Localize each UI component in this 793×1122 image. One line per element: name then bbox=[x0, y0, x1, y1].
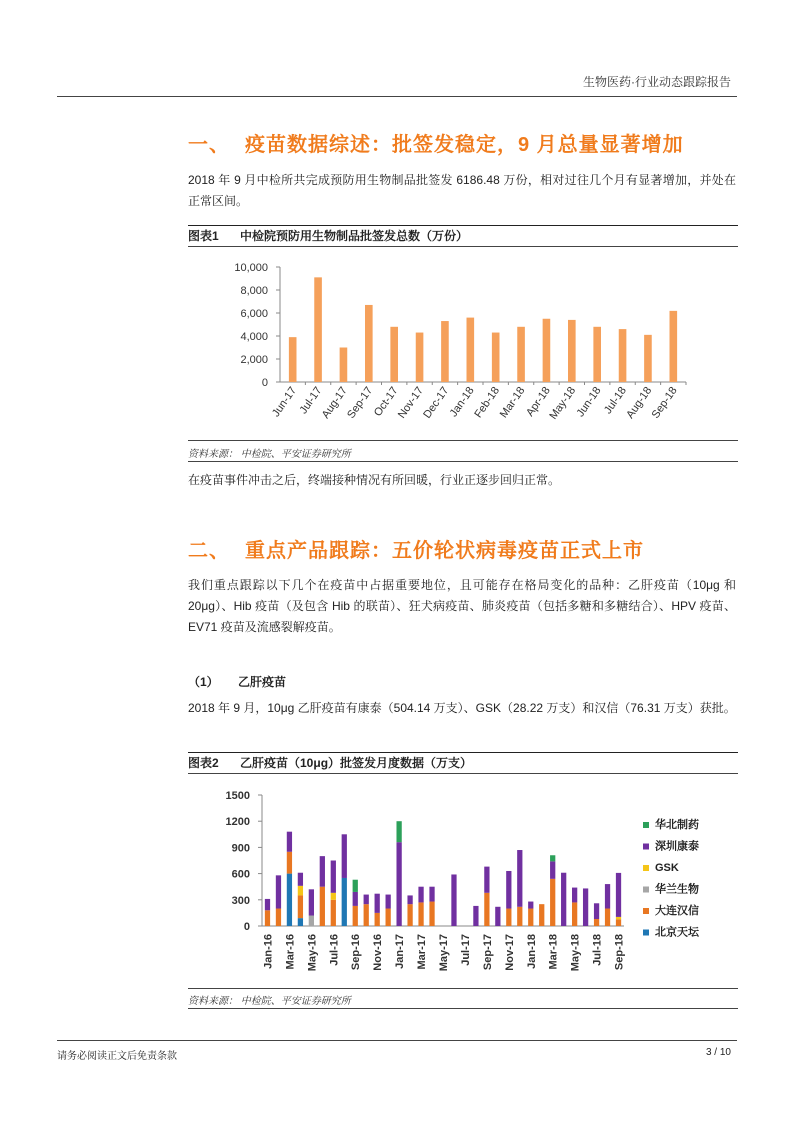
figure2-source: 资料来源： 中检院、平安证券研究所 bbox=[188, 996, 351, 1007]
bar-segment-apr-16 bbox=[298, 918, 303, 926]
bar-segment-feb-18 bbox=[539, 904, 544, 926]
bar-mar-18 bbox=[517, 327, 525, 382]
bar-segment-jun-18 bbox=[583, 888, 588, 926]
y-tick-label: 900 bbox=[231, 842, 250, 855]
legend-label: 华兰生物 bbox=[655, 883, 699, 896]
figure1-source-divider bbox=[188, 440, 738, 441]
y-tick-label: 8,000 bbox=[240, 285, 268, 297]
legend-label: 北京天坛 bbox=[655, 926, 699, 939]
bar-segment-feb-17 bbox=[407, 904, 412, 926]
bar-segment-oct-17 bbox=[495, 907, 500, 926]
x-tick-label: Sep-17 bbox=[481, 934, 494, 971]
bar-nov-17 bbox=[416, 333, 424, 382]
bar-segment-mar-18 bbox=[550, 855, 555, 861]
bar-segment-nov-16 bbox=[375, 913, 380, 926]
x-tick-label: Jul-17 bbox=[297, 384, 325, 417]
bar-aug-17 bbox=[340, 348, 348, 383]
section2-number: 二、 bbox=[188, 540, 230, 562]
legend-label: 华北制药 bbox=[655, 819, 699, 831]
footer-divider bbox=[57, 1040, 737, 1041]
legend-label: 大连汉信 bbox=[655, 905, 699, 917]
footer-disclaimer: 请务必阅读正文后免责条款 bbox=[57, 1051, 177, 1062]
x-tick-label: Jul-16 bbox=[328, 934, 341, 966]
x-tick-label: Jun-17 bbox=[270, 384, 300, 420]
bar-segment-may-18 bbox=[572, 902, 577, 926]
section1-number: 一、 bbox=[188, 134, 230, 156]
bar-feb-18 bbox=[492, 333, 500, 382]
bar-segment-jul-16 bbox=[331, 893, 336, 900]
section1-title: 疫苗数据综述：批签发稳定，9 月总量显著增加 bbox=[245, 134, 684, 156]
bar-segment-jun-16 bbox=[320, 887, 325, 926]
bar-jul-18 bbox=[619, 329, 627, 382]
figure1-header bbox=[188, 225, 738, 247]
bar-segment-jul-16 bbox=[331, 900, 336, 926]
x-tick-label: Sep-18 bbox=[613, 934, 626, 971]
x-tick-label: Sep-17 bbox=[345, 384, 376, 421]
y-tick-label: 6,000 bbox=[240, 308, 268, 320]
section2-paragraph: 我们重点跟踪以下几个在疫苗中占据重要地位，且可能存在格局变化的品种：乙肝疫苗（10μg 和 20μg）、Hib 疫苗（及包含 Hib 的联苗）、狂犬病疫苗、肺炎疫苗（包括多糖和多糖结合）、HPV 疫苗、EV71 疫苗及流感裂解疫苗。 bbox=[188, 578, 736, 634]
bar-segment-jul-16 bbox=[331, 861, 336, 893]
bar-segment-sep-16 bbox=[353, 906, 358, 926]
bar-segment-feb-16 bbox=[276, 875, 281, 908]
x-tick-label: Aug-18 bbox=[624, 384, 655, 421]
bar-jun-17 bbox=[289, 337, 297, 382]
x-tick-label: Jun-18 bbox=[574, 384, 604, 420]
bar-segment-may-16 bbox=[309, 889, 314, 915]
bar-segment-apr-16 bbox=[298, 895, 303, 918]
x-tick-label: Oct-17 bbox=[371, 384, 401, 419]
bar-segment-dec-16 bbox=[386, 895, 391, 909]
section2-title: 重点产品跟踪：五价轮状病毒疫苗正式上市 bbox=[245, 540, 644, 562]
bar-segment-sep-16 bbox=[353, 880, 358, 892]
figure1-bar-chart bbox=[188, 250, 738, 440]
bar-segment-mar-18 bbox=[550, 861, 555, 878]
bar-sep-18 bbox=[670, 311, 678, 382]
figure2-label: 图表2 bbox=[188, 756, 219, 770]
section1-conclusion: 在疫苗事件冲击之后，终端接种情况有所回暖，行业正逐步回归正常。 bbox=[188, 473, 561, 487]
section2-heading bbox=[188, 534, 644, 563]
bar-sep-17 bbox=[365, 305, 373, 382]
x-tick-label: Jul-17 bbox=[459, 934, 472, 966]
bar-segment-mar-18 bbox=[550, 879, 555, 926]
y-tick-label: 4,000 bbox=[240, 331, 268, 343]
legend-label: 深圳康泰 bbox=[655, 840, 699, 853]
x-tick-label: Jan-18 bbox=[525, 934, 538, 969]
figure2-title: 乙肝疫苗（10μg）批签发月度数据（万支） bbox=[240, 756, 473, 770]
bar-dec-17 bbox=[441, 321, 449, 382]
bar-segment-aug-18 bbox=[605, 909, 610, 926]
legend-swatch bbox=[643, 822, 649, 828]
bar-segment-mar-16 bbox=[287, 832, 292, 852]
bar-segment-oct-16 bbox=[364, 904, 369, 926]
section1-heading bbox=[188, 128, 684, 157]
bar-segment-jan-17 bbox=[396, 842, 401, 926]
section1-paragraph: 2018 年 9 月中检所共完成预防用生物制品批签发 6186.48 万份，相对过往几个月有显著增加，并处在正常区间。 bbox=[188, 173, 736, 208]
figure2-stacked-bar-chart bbox=[188, 778, 738, 988]
bar-jul-17 bbox=[314, 277, 322, 382]
bar-segment-aug-17 bbox=[473, 906, 478, 926]
x-tick-label: Jan-18 bbox=[447, 384, 477, 420]
bar-segment-feb-17 bbox=[407, 895, 412, 904]
report-header-title: 生物医药·行业动态跟踪报告 bbox=[583, 75, 731, 89]
bar-segment-aug-16 bbox=[342, 834, 347, 878]
bar-segment-apr-18 bbox=[561, 873, 566, 926]
legend-swatch bbox=[643, 865, 649, 871]
x-tick-label: May-18 bbox=[569, 934, 582, 972]
bar-segment-apr-16 bbox=[298, 873, 303, 886]
bar-segment-nov-16 bbox=[375, 894, 380, 913]
bar-segment-apr-17 bbox=[429, 887, 434, 902]
bar-segment-jul-18 bbox=[594, 919, 599, 926]
page-number: 3 / 10 bbox=[705, 1047, 731, 1058]
legend-swatch bbox=[643, 930, 649, 936]
figure1-source: 资料来源： 中检院、平安证券研究所 bbox=[188, 449, 351, 460]
x-tick-label: May-17 bbox=[438, 934, 450, 972]
x-tick-label: Apr-18 bbox=[524, 384, 553, 419]
bar-segment-may-18 bbox=[572, 888, 577, 903]
bar-jun-18 bbox=[593, 327, 601, 382]
bar-segment-jul-18 bbox=[594, 903, 599, 919]
bar-segment-dec-17 bbox=[517, 907, 522, 926]
legend-swatch bbox=[643, 908, 649, 914]
y-tick-label: 1200 bbox=[225, 816, 250, 829]
bar-segment-sep-18 bbox=[616, 919, 621, 926]
x-tick-label: Jan-17 bbox=[394, 934, 407, 969]
bar-segment-jan-16 bbox=[265, 910, 270, 926]
bar-segment-mar-16 bbox=[287, 874, 292, 926]
bar-segment-jun-17 bbox=[451, 874, 456, 926]
x-tick-label: Mar-17 bbox=[416, 934, 429, 970]
x-tick-label: Mar-16 bbox=[284, 934, 297, 970]
bar-segment-jan-18 bbox=[528, 909, 533, 926]
bar-segment-sep-18 bbox=[616, 873, 621, 917]
bar-segment-jan-18 bbox=[528, 902, 533, 909]
bar-may-18 bbox=[568, 320, 576, 382]
bar-segment-mar-17 bbox=[418, 902, 423, 926]
figure2-bottom-divider bbox=[188, 1008, 738, 1009]
x-tick-label: Mar-18 bbox=[547, 934, 560, 970]
legend-swatch bbox=[643, 887, 649, 893]
x-tick-label: Nov-16 bbox=[372, 934, 385, 971]
x-tick-label: Jul-18 bbox=[591, 934, 604, 966]
bar-segment-mar-16 bbox=[287, 852, 292, 874]
header-divider bbox=[57, 96, 737, 97]
bar-segment-feb-16 bbox=[276, 909, 281, 926]
bar-segment-mar-17 bbox=[418, 887, 423, 903]
x-tick-label: Mar-18 bbox=[497, 384, 528, 421]
bar-segment-nov-17 bbox=[506, 909, 511, 926]
legend-label: GSK bbox=[655, 862, 679, 874]
x-tick-label: Nov-17 bbox=[503, 934, 516, 971]
figure1-title: 中检院预防用生物制品批签发总数（万份） bbox=[240, 229, 469, 243]
subsection1-number: （1） bbox=[188, 675, 219, 689]
bar-segment-sep-16 bbox=[353, 892, 358, 906]
figure2-header bbox=[188, 752, 738, 774]
bar-jan-18 bbox=[467, 318, 475, 382]
y-tick-label: 600 bbox=[231, 868, 250, 881]
bar-segment-sep-17 bbox=[484, 867, 489, 893]
y-tick-label: 10,000 bbox=[234, 262, 268, 274]
x-tick-label: Sep-16 bbox=[350, 934, 363, 971]
figure2-source-divider bbox=[188, 988, 738, 989]
x-tick-label: Aug-17 bbox=[319, 384, 350, 421]
bar-segment-sep-17 bbox=[484, 893, 489, 926]
bar-segment-apr-16 bbox=[298, 886, 303, 896]
subsection1-heading bbox=[188, 673, 286, 690]
x-tick-label: Dec-17 bbox=[421, 384, 452, 421]
bar-segment-sep-18 bbox=[616, 917, 621, 919]
x-tick-label: May-16 bbox=[306, 934, 319, 972]
bar-segment-nov-17 bbox=[506, 871, 511, 909]
x-tick-label: Jul-18 bbox=[602, 384, 630, 417]
subsection1-title: 乙肝疫苗 bbox=[238, 675, 287, 689]
bar-segment-dec-16 bbox=[386, 909, 391, 926]
x-tick-label: Jan-16 bbox=[262, 934, 275, 969]
bar-segment-aug-18 bbox=[605, 884, 610, 908]
bar-oct-17 bbox=[390, 327, 398, 382]
bar-segment-apr-17 bbox=[429, 902, 434, 926]
x-tick-label: May-18 bbox=[547, 384, 579, 422]
y-tick-label: 300 bbox=[231, 894, 250, 907]
y-tick-label: 0 bbox=[261, 377, 268, 389]
figure1-bottom-divider bbox=[188, 461, 738, 462]
x-tick-label: Sep-18 bbox=[649, 384, 680, 421]
bar-segment-jan-17 bbox=[396, 821, 401, 842]
bar-segment-dec-17 bbox=[517, 850, 522, 907]
x-tick-label: Nov-17 bbox=[395, 384, 427, 421]
bar-aug-18 bbox=[644, 335, 652, 382]
y-tick-label: 0 bbox=[243, 921, 250, 933]
figure1-label: 图表1 bbox=[188, 229, 219, 243]
bar-segment-oct-16 bbox=[364, 895, 369, 905]
bar-segment-may-16 bbox=[309, 916, 314, 926]
bar-segment-aug-16 bbox=[342, 878, 347, 926]
subsection1-paragraph: 2018 年 9 月，10μg 乙肝疫苗有康泰（504.14 万支）、GSK（28.22 万支）和汉信（76.31 万支）获批。 bbox=[188, 701, 736, 715]
legend-swatch bbox=[643, 844, 649, 850]
y-tick-label: 2,000 bbox=[240, 354, 268, 366]
x-tick-label: Feb-18 bbox=[472, 384, 503, 421]
y-tick-label: 1500 bbox=[225, 790, 250, 802]
bar-apr-18 bbox=[543, 319, 551, 382]
bar-segment-jan-16 bbox=[265, 899, 270, 910]
bar-segment-jun-16 bbox=[320, 856, 325, 887]
